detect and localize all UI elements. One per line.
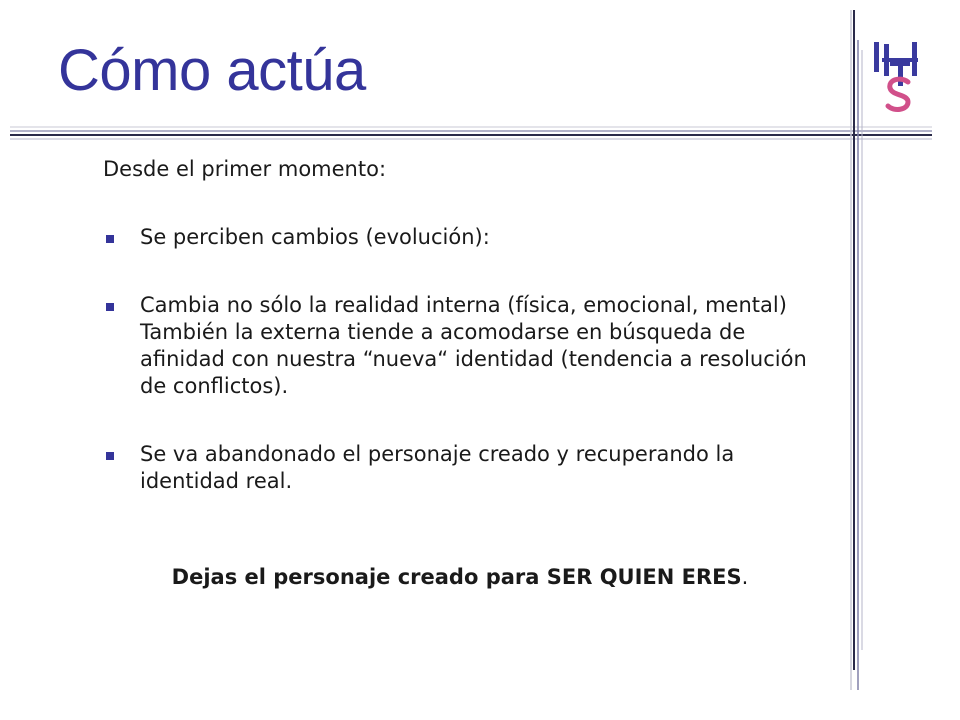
bullet-square-icon [106, 235, 114, 243]
bullet-text: Se perciben cambios (evolución): [140, 225, 490, 249]
slide-body [103, 156, 823, 536]
conclusion-bold: Dejas el personaje creado para SER QUIEN ERES [171, 565, 742, 589]
intro-text: Desde el primer momento: [103, 157, 387, 181]
bullet-item [103, 224, 823, 251]
ihs-logo-mark [874, 42, 918, 109]
bullet-item [103, 441, 823, 495]
bullet-text: Cambia no sólo la realidad interna (física, emocional, mental) También la externa tiende a acomodarse en búsqueda de afinidad con nuestra “nueva“ identidad (tendencia a resolución de conflictos). [140, 293, 807, 398]
ihs-logo [868, 36, 930, 116]
slide-title: Cómo actúa [58, 38, 366, 103]
title-divider-lines [10, 124, 932, 142]
conclusion-text [0, 565, 920, 589]
bullet-list [103, 224, 823, 495]
bullet-square-icon [106, 452, 114, 460]
bullet-square-icon [106, 303, 114, 311]
bullet-text: Se va abandonado el personaje creado y recuperando la identidad real. [140, 442, 735, 493]
bullet-item [103, 292, 823, 400]
conclusion-period: . [741, 565, 749, 589]
